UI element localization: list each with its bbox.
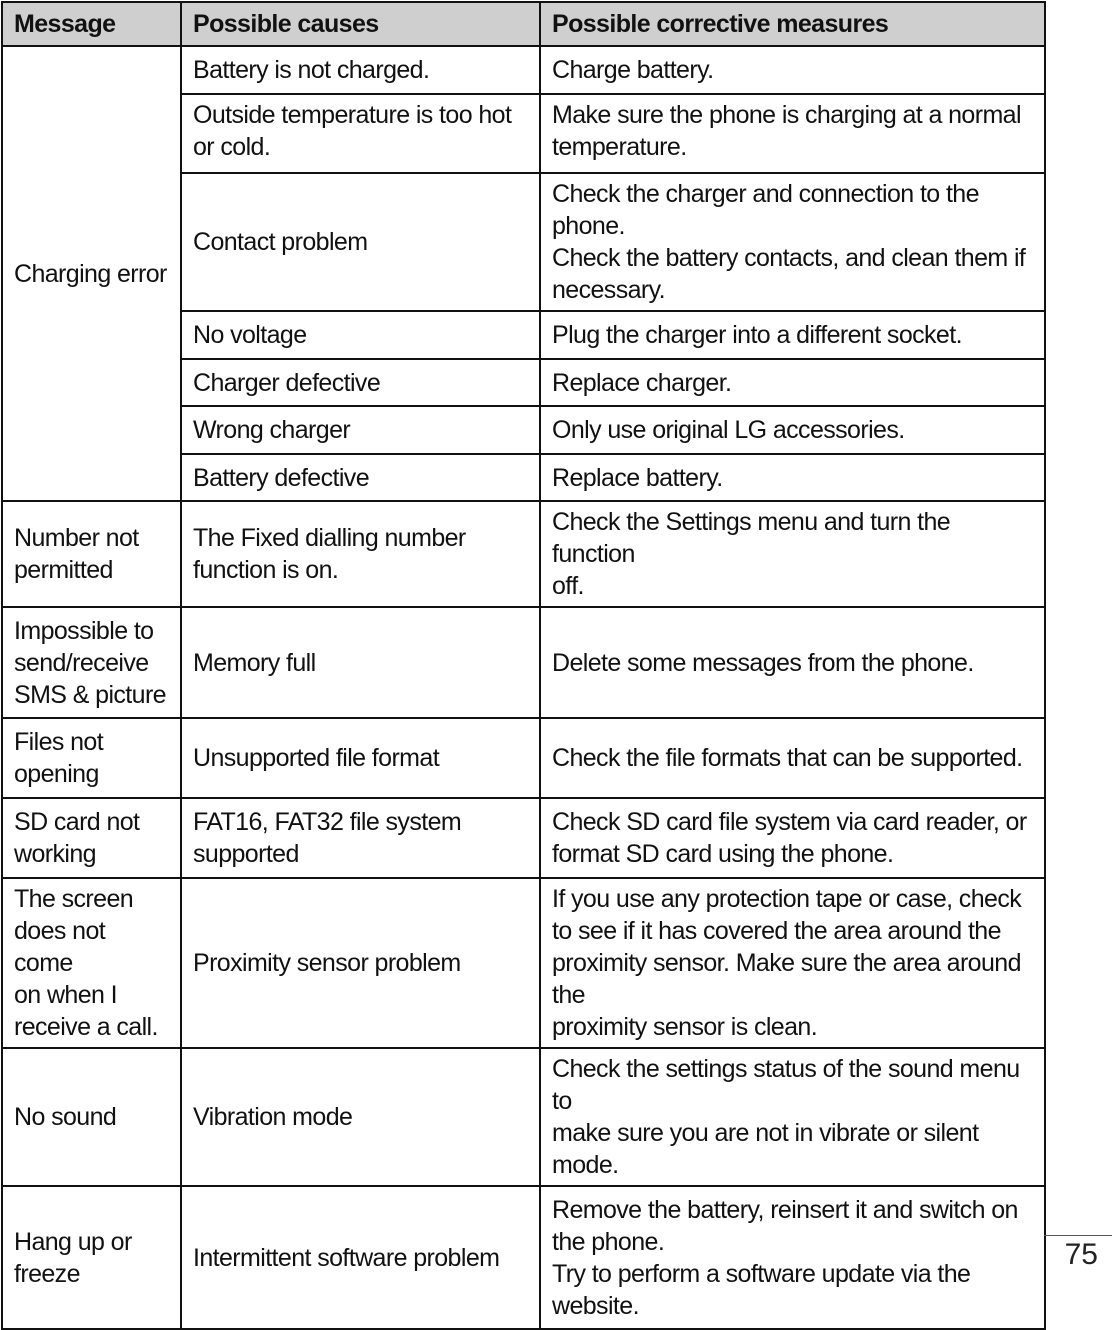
message-cell: Hang up or freeze: [2, 1186, 181, 1329]
measure-cell: Check the file formats that can be supported.: [540, 718, 1045, 798]
measure-cell: Make sure the phone is charging at a normal temperature.: [540, 94, 1045, 173]
header-corrective-measures: Possible corrective measures: [540, 2, 1045, 46]
measure-cell: Replace charger.: [540, 359, 1045, 406]
measure-cell: Only use original LG accessories.: [540, 406, 1045, 454]
message-cell: The screen does not come on when I receive a call.: [2, 878, 181, 1048]
table-row: [2, 878, 1045, 1048]
cause-cell: Memory full: [181, 607, 540, 718]
message-cell: SD card not working: [2, 798, 181, 878]
page-number: 75: [1064, 1238, 1098, 1271]
measure-cell: Check the settings status of the sound menu to make sure you are not in vibrate or silent mode.: [540, 1048, 1045, 1186]
troubleshooting-table: [1, 1, 1046, 1330]
table-row: [2, 607, 1045, 718]
table-row: [2, 1048, 1045, 1186]
message-cell: No sound: [2, 1048, 181, 1186]
message-cell: Files not opening: [2, 718, 181, 798]
cause-cell: Outside temperature is too hot or cold.: [181, 94, 540, 173]
table-header-row: [2, 2, 1045, 46]
table-row: [2, 798, 1045, 878]
cause-cell: Contact problem: [181, 173, 540, 311]
measure-cell: Delete some messages from the phone.: [540, 607, 1045, 718]
header-message: Message: [2, 2, 181, 46]
table-row: [2, 1186, 1045, 1329]
measure-cell: Plug the charger into a different socket.: [540, 311, 1045, 359]
cause-cell: The Fixed dialling number function is on.: [181, 501, 540, 607]
cause-cell: Battery defective: [181, 454, 540, 501]
measure-cell: Remove the battery, reinsert it and switch on the phone. Try to perform a software update via the website.: [540, 1186, 1045, 1329]
cause-cell: Unsupported file format: [181, 718, 540, 798]
cause-cell: Intermittent software problem: [181, 1186, 540, 1329]
table-row: [2, 46, 1045, 94]
measure-cell: If you use any protection tape or case, check to see if it has covered the area around the proximity sensor. Make sure the area around the proximity sensor is clean.: [540, 878, 1045, 1048]
cause-cell: FAT16, FAT32 file system supported: [181, 798, 540, 878]
message-cell: Impossible to send/receive SMS & picture: [2, 607, 181, 718]
table-row: [2, 501, 1045, 607]
table-row: [2, 718, 1045, 798]
cause-cell: No voltage: [181, 311, 540, 359]
cause-cell: Vibration mode: [181, 1048, 540, 1186]
measure-cell: Charge battery.: [540, 46, 1045, 94]
measure-cell: Replace battery.: [540, 454, 1045, 501]
cause-cell: Wrong charger: [181, 406, 540, 454]
message-cell: Number not permitted: [2, 501, 181, 607]
cause-cell: Charger defective: [181, 359, 540, 406]
footer-rule: [1044, 1235, 1112, 1236]
measure-cell: Check SD card file system via card reader, or format SD card using the phone.: [540, 798, 1045, 878]
message-cell: Charging error: [2, 46, 181, 501]
cause-cell: Proximity sensor problem: [181, 878, 540, 1048]
header-possible-causes: Possible causes: [181, 2, 540, 46]
cause-cell: Battery is not charged.: [181, 46, 540, 94]
measure-cell: Check the Settings menu and turn the function off.: [540, 501, 1045, 607]
measure-cell: Check the charger and connection to the phone. Check the battery contacts, and clean them if necessary.: [540, 173, 1045, 311]
